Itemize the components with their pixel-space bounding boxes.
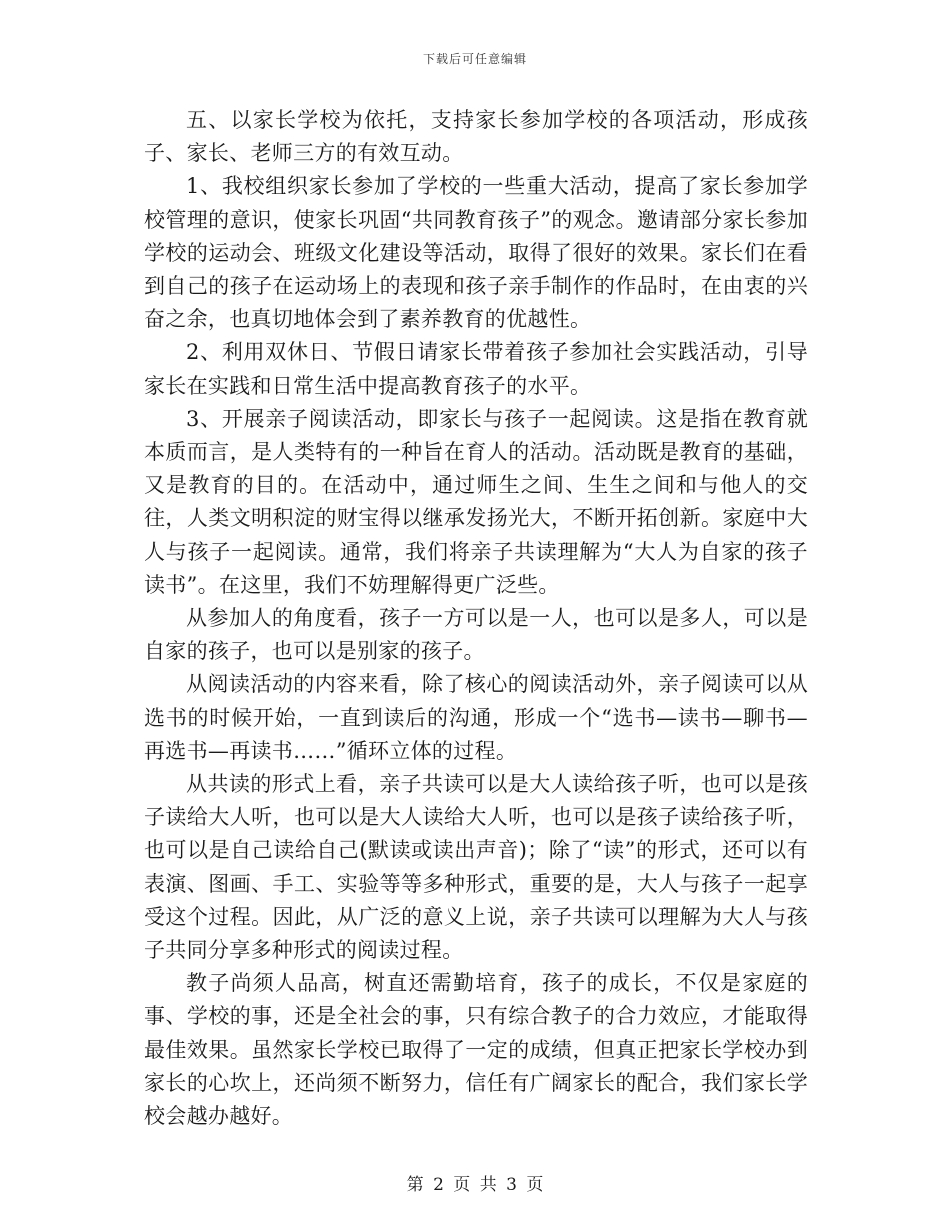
paragraph-conclusion: 教子尚须人品高，树直还需勤培育，孩子的成长，不仅是家庭的事、学校的事，还是全社会的事，只有综合教子的合力效应，才能取得最佳效果。虽然家长学校已取得了一定的成绩，但真正把家长学校办到家长的心坎上，还尚须不断努力，信任有广阔家长的配合，我们家长学校会越办越好。 bbox=[144, 971, 808, 1129]
paragraph-item-3: 3、开展亲子阅读活动，即家长与孩子一起阅读。这是指在教育就本质而言，是人类特有的一种旨在育人的活动。活动既是教育的基础，又是教育的目的。在活动中，通过师生之间、生生之间和与他人的交往，人类文明积淀的财宝得以继承发扬光大，不断开拓创新。家庭中大人与孩子一起阅读。通常，我们将亲子共读理解为“大人为自家的孩子读书”。在这里，我们不妨理解得更广泛些。 bbox=[144, 406, 808, 597]
paragraph-section-five: 五、以家长学校为依托，支持家长参加学校的各项活动，形成孩子、家长、老师三方的有效互动。 bbox=[144, 108, 808, 166]
paragraph-item-2: 2、利用双休日、节假日请家长带着孩子参加社会实践活动，引导家长在实践和日常生活中提高教育孩子的水平。 bbox=[144, 340, 808, 398]
document-body bbox=[144, 104, 808, 1133]
paragraph-content: 从阅读活动的内容来看，除了核心的阅读活动外，亲子阅读可以从选书的时候开始，一直到读后的沟通，形成一个“选书—读书—聊书—再选书—再读书……”循环立体的过程。 bbox=[144, 672, 808, 763]
paragraph-item-1: 1、我校组织家长参加了学校的一些重大活动，提高了家长参加学校管理的意识，使家长巩固“共同教育孩子”的观念。邀请部分家长参加学校的运动会、班级文化建设等活动，取得了很好的效果。家长们在看到自己的孩子在运动场上的表现和孩子亲手制作的作品时，在由衷的兴奋之余，也真切地体会到了素养教育的优越性。 bbox=[144, 174, 808, 332]
paragraph-participants: 从参加人的角度看，孩子一方可以是一人，也可以是多人，可以是自家的孩子，也可以是别家的孩子。 bbox=[144, 606, 808, 664]
page-header: 下载后可任意编辑 bbox=[422, 52, 527, 66]
paragraph-form: 从共读的形式上看，亲子共读可以是大人读给孩子听，也可以是孩子读给大人听，也可以是大人读给大人听，也可以是孩子读给孩子听，也可以是自己读给自己(默读或读出声音)；除了“读”的形式，还可以有表演、图画、手工、实验等等多种形式，重要的是，大人与孩子一起享受这个过程。因此，从广泛的意义上说，亲子共读可以理解为大人与孩子共同分享多种形式的阅读过程。 bbox=[144, 772, 808, 963]
page-number-footer: 第 2 页 共 3 页 bbox=[406, 1175, 544, 1195]
